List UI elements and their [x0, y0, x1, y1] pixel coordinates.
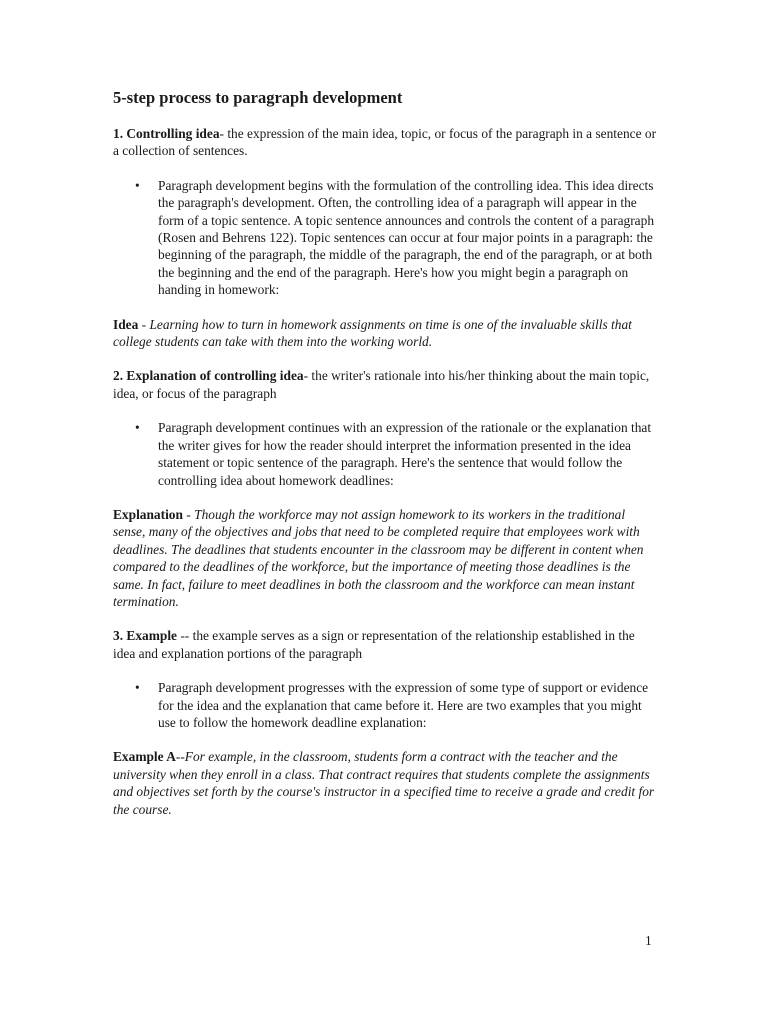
step-1-term: 1. Controlling idea — [113, 126, 220, 141]
step-1-definition: - the expression of the main idea, topic, or focus of the paragraph in a sentence or a collection of sentences. — [113, 126, 657, 159]
step-3-definition: -- the example serves as a sign or representation of the relationship established in the idea and explanation portions of the paragraph — [113, 628, 635, 661]
step-3-bullet-text: Paragraph development progresses with the expression of some type of support or evidence for the idea and the explanation that came before it. Here are two examples that you might use to follow the homework deadline explanation: — [158, 680, 649, 730]
list-item — [113, 679, 658, 731]
document-page — [113, 88, 658, 835]
step-3-paragraph — [113, 627, 658, 662]
bullet-icon: • — [135, 680, 140, 696]
step-2-paragraph — [113, 367, 658, 402]
example-a-paragraph — [113, 748, 658, 818]
step-1-bullet-list — [113, 177, 658, 299]
bullet-icon: • — [135, 420, 140, 436]
example-a-term: Example A — [113, 749, 176, 765]
idea-separator: - — [138, 316, 150, 332]
list-item — [113, 177, 658, 299]
step-1-bullet-text: Paragraph development begins with the formulation of the controlling idea. This idea directs the paragraph's development. Often, the controlling idea of a paragraph will appear in the form of a topic sentence. A topic sentence announces and controls the content of a paragraph (Rosen and Behrens 122). Topic sentences can occur at four major points in a paragraph: the beginning of the paragraph, the middle of the paragraph, the end of the paragraph, or at both the beginning and the end of the paragraph. Here's how you might begin a paragraph on handing in homework: — [158, 177, 655, 298]
explanation-text: Though the workforce may not assign homework to its workers in the traditional sense, many of the objectives and jobs that need to be completed require that employees work with deadlines. The deadlines that students encounter in the classroom may be different in content when compared to the deadlines of the workforce, but the importance of meeting those deadlines is the same. In fact, failure to meet deadlines in both the classroom and the workforce can mean instant termination. — [113, 506, 644, 609]
explanation-term: Explanation — [113, 506, 183, 522]
explanation-separator: - — [182, 506, 195, 522]
step-1-paragraph — [113, 125, 658, 160]
idea-paragraph — [113, 316, 658, 351]
step-2-term: 2. Explanation of controlling idea — [113, 368, 304, 384]
step-2-bullet-text: Paragraph development continues with an expression of the rationale or the explanation that the writer gives for how the reader should interpret the information presented in the idea statement or topic sentence of the paragraph. Here's the sentence that would follow the controlling idea about homework deadlines: — [158, 420, 652, 488]
step-2-bullet-list — [113, 419, 658, 489]
step-3-bullet-list — [113, 679, 658, 731]
example-a-text: For example, in the classroom, students form a contract with the teacher and the university when they enroll in a class. That contract requires that students complete the assignments and objectives set forth by the course's instructor in a specified time to receive a grade and credit for the course. — [113, 749, 655, 817]
idea-term: Idea — [113, 316, 139, 332]
idea-text: Learning how to turn in homework assignments on time is one of the invaluable skills that college students can take with them into the working world. — [113, 316, 632, 350]
bullet-icon: • — [135, 177, 140, 193]
step-2-definition: - the writer's rationale into his/her thinking about the main topic, idea, or focus of the paragraph — [113, 368, 650, 401]
example-a-separator: -- — [175, 749, 185, 765]
list-item — [113, 419, 658, 489]
page-number: 1 — [645, 933, 652, 948]
document-title: 5-step process to paragraph development — [113, 88, 403, 107]
step-3-term: 3. Example — [113, 628, 177, 644]
explanation-paragraph — [113, 506, 658, 610]
